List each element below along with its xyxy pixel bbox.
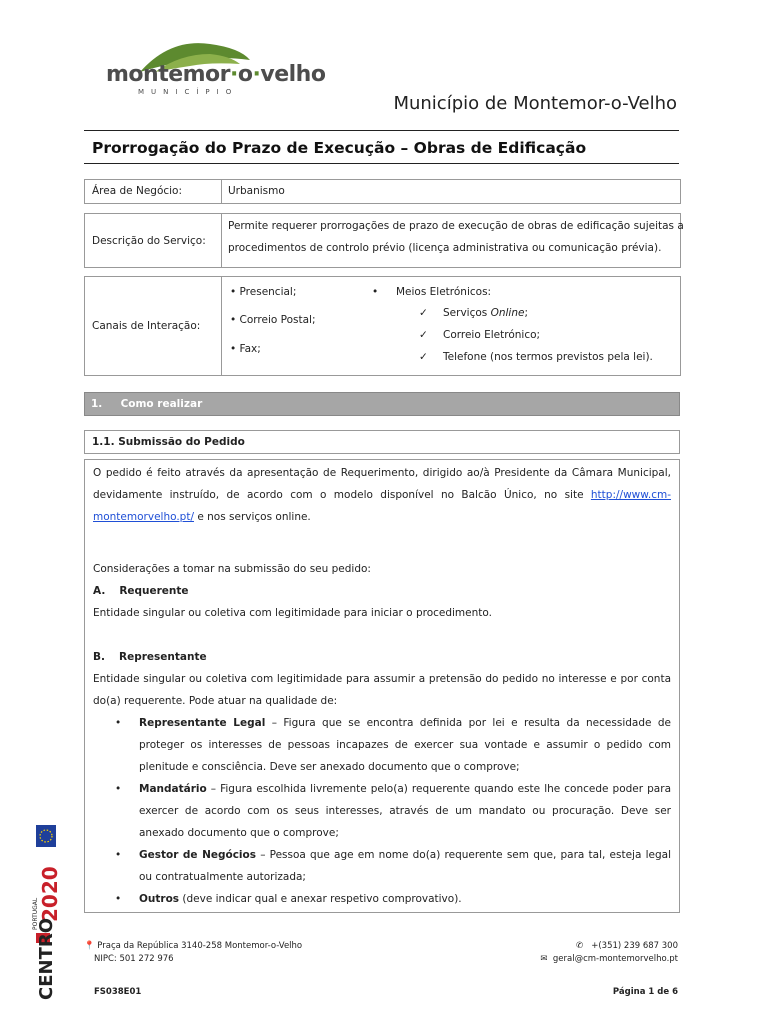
interaction-channels-row xyxy=(84,276,681,376)
service-description-row xyxy=(84,213,684,268)
footer-contact-block xyxy=(540,940,678,966)
business-area-row xyxy=(84,179,681,204)
funding-logos xyxy=(28,790,62,1000)
document-code: FS038E01 xyxy=(94,987,142,997)
business-area-value: Urbanismo xyxy=(228,185,285,197)
channel-email: Correio Eletrónico; xyxy=(443,329,541,341)
bullet-gestor-negocios: • Gestor de Negócios – Pessoa que age em nome do(a) requerente sem que, para tal, esteja legal ou contratualmente autorizada; xyxy=(139,844,671,888)
bullet-outros: • Outros (deve indicar qual e anexar respetivo comprovativo). xyxy=(139,888,671,910)
request-paragraph: O pedido é feito através da apresentação de Requerimento, dirigido ao/à Presidente da Câmara Municipal, devidamente instruído, de acordo com o modelo disponível no Balcão Único, no site http://www.cm-montemorvelho.pt/ e nos serviços online. xyxy=(93,467,671,523)
bullet-representante-legal: • Representante Legal – Figura que se encontra definida por lei e resulta da necessidade de proteger os interesses de pessoas incapazes de exercer sua vontade e assumir o pedido com plenitude e consciência. Deve ser anexado documento que o comprove; xyxy=(139,712,671,778)
check-icon: ✓ xyxy=(419,351,428,363)
centro-logo: CENTRO xyxy=(36,917,57,1000)
logo-subtitle: MUNICÍPIO xyxy=(138,88,239,96)
channel-electronic-title: Meios Eletrónicos: xyxy=(396,286,492,298)
requerente-text: Entidade singular ou coletiva com legitimidade para iniciar o procedimento. xyxy=(93,607,492,619)
footer-address-block xyxy=(84,940,302,966)
interaction-channels-label: Canais de Interação: xyxy=(92,320,201,332)
section-how-to-title: 1. Como realizar xyxy=(91,398,203,410)
check-icon: ✓ xyxy=(419,329,428,341)
business-area-label: Área de Negócio: xyxy=(92,185,183,197)
location-pin-icon: 📍 xyxy=(84,941,95,951)
municipality-name: Município de Montemor-o-Velho xyxy=(393,93,677,114)
footer-nipc: NIPC: 501 272 976 xyxy=(94,954,174,964)
eu-stars-icon xyxy=(36,825,56,847)
channel-online-services: Serviços Online; xyxy=(443,307,528,319)
cell-divider xyxy=(221,277,222,375)
footer-phone: +(351) 239 687 300 xyxy=(591,941,678,951)
submission-content xyxy=(84,459,680,913)
subsection-submission xyxy=(84,430,680,454)
heading-requerente: A. Requerente xyxy=(93,585,189,597)
website-link[interactable]: http://www.cm-montemorvelho.pt/ xyxy=(93,489,671,523)
service-description-line2: procedimentos de controlo prévio (licença administrativa ou comunicação prévia). xyxy=(228,242,662,254)
eu-flag-icon xyxy=(36,825,56,847)
channel-phone: Telefone (nos termos previstos pela lei). xyxy=(443,351,653,363)
bullet-mandatario: • Mandatário – Figura escolhida livremente pelo(a) requerente quando este lhe concede poder para exercer de acordo com os seus interesses, através de um mandato ou procuração. Deve ser anexado documento que o comprove; xyxy=(139,778,671,844)
section-how-to xyxy=(84,392,680,416)
cell-divider xyxy=(221,214,222,267)
top-rule xyxy=(84,130,679,131)
document-title: Prorrogação do Prazo de Execução – Obras de Edificação xyxy=(92,139,587,157)
service-description-line1: Permite requerer prorrogações de prazo de execução de obras de edificação sujeitas a xyxy=(228,220,684,232)
representante-text: Entidade singular ou coletiva com legitimidade para assumir a pretensão do pedido no interesse e por conta do(a) requerente. Pode atuar na qualidade de: xyxy=(93,673,671,707)
channel-presencial: • Presencial; xyxy=(230,286,297,298)
municipality-logo xyxy=(100,38,326,100)
heading-representante: B. Representante xyxy=(93,651,207,663)
portugal-logo: PORTUGAL xyxy=(32,897,39,930)
logo-wordmark: montemor·o·velho xyxy=(106,62,326,87)
footer-address: Praça da República 3140-258 Montemor-o-Velho xyxy=(97,941,303,951)
subsection-submission-title: 1.1. Submissão do Pedido xyxy=(92,436,245,448)
footer-email[interactable]: geral@cm-montemorvelho.pt xyxy=(552,954,678,964)
check-icon: ✓ xyxy=(419,307,428,319)
service-description-label: Descrição do Serviço: xyxy=(92,235,206,247)
email-icon: ✉ xyxy=(540,954,548,964)
channel-electronic-bullet: • xyxy=(372,286,379,298)
title-rule xyxy=(84,163,679,164)
cell-divider xyxy=(221,180,222,203)
page-number: Página 1 de 6 xyxy=(612,987,678,997)
channel-fax: • Fax; xyxy=(230,343,261,355)
year-2020-logo: 2020 xyxy=(38,866,62,922)
channel-correio-postal: • Correio Postal; xyxy=(230,314,316,326)
considerations-intro: Considerações a tomar na submissão do seu pedido: xyxy=(93,563,371,575)
phone-icon: ✆ xyxy=(576,941,584,951)
